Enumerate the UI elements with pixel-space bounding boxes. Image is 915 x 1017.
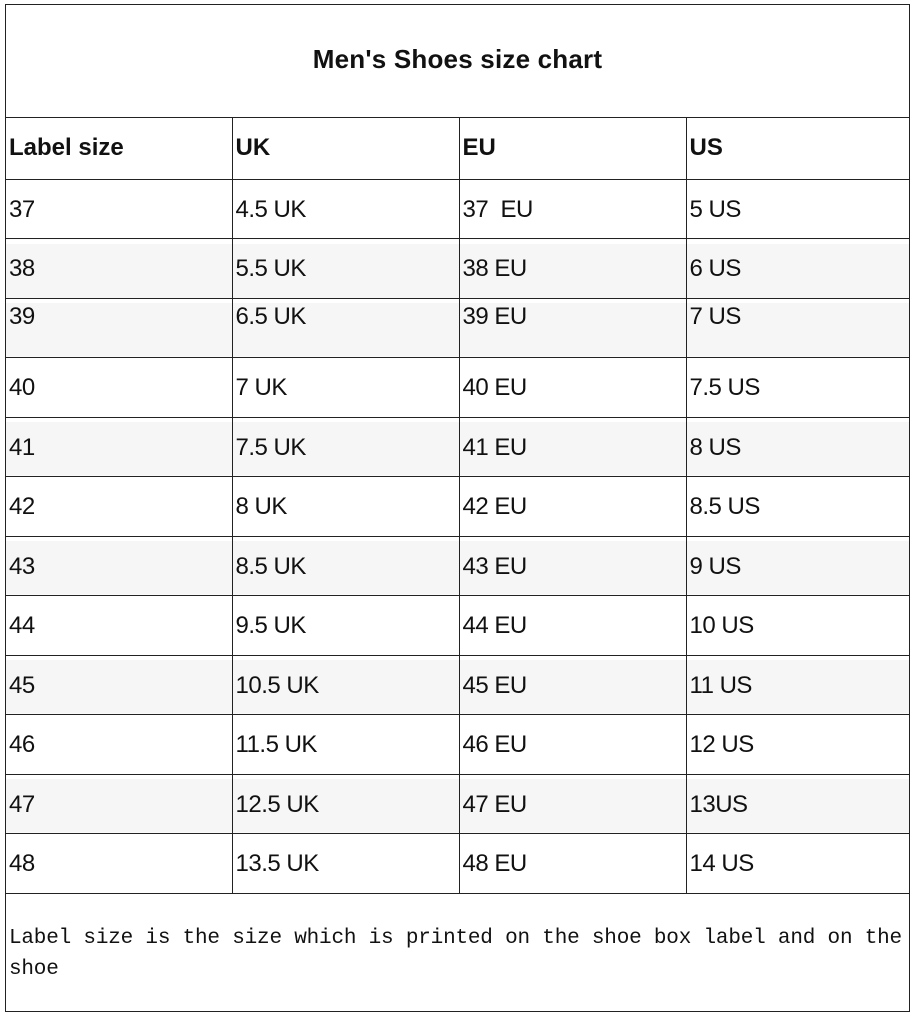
chart-title: Men's Shoes size chart xyxy=(312,43,603,74)
cell-label-size: 47 xyxy=(6,774,232,834)
table-row xyxy=(6,477,909,537)
table-row xyxy=(6,715,909,775)
cell-eu: 41 EU xyxy=(459,417,686,477)
cell-label-size: 46 xyxy=(6,715,232,775)
header-eu: EU xyxy=(459,118,686,179)
cell-uk: 5.5 UK xyxy=(232,239,459,299)
cell-uk: 10.5 UK xyxy=(232,655,459,715)
table-row xyxy=(6,774,909,834)
title-box xyxy=(6,5,909,118)
cell-us: 6 US xyxy=(686,239,909,299)
cell-eu: 48 EU xyxy=(459,834,686,894)
cell-us: 8 US xyxy=(686,417,909,477)
cell-us: 10 US xyxy=(686,596,909,656)
table-row xyxy=(6,298,909,358)
header-us: US xyxy=(686,118,909,179)
table-row xyxy=(6,417,909,477)
cell-us: 5 US xyxy=(686,179,909,239)
cell-label-size: 41 xyxy=(6,417,232,477)
cell-uk: 13.5 UK xyxy=(232,834,459,894)
cell-label-size: 38 xyxy=(6,239,232,299)
size-chart-sheet xyxy=(5,4,910,1012)
cell-eu: 45 EU xyxy=(459,655,686,715)
footnote: Label size is the size which is printed on the shoe box label and on the shoe xyxy=(9,927,902,981)
cell-eu: 37 EU xyxy=(459,179,686,239)
cell-eu: 40 EU xyxy=(459,358,686,418)
cell-eu: 42 EU xyxy=(459,477,686,537)
cell-label-size: 40 xyxy=(6,358,232,418)
cell-eu: 38 EU xyxy=(459,239,686,299)
header-label-size: Label size xyxy=(6,118,232,179)
table-row xyxy=(6,596,909,656)
table-row xyxy=(6,536,909,596)
cell-label-size: 43 xyxy=(6,536,232,596)
cell-uk: 7.5 UK xyxy=(232,417,459,477)
cell-us: 7.5 US xyxy=(686,358,909,418)
table-row xyxy=(6,655,909,715)
cell-us: 8.5 US xyxy=(686,477,909,537)
cell-us: 7 US xyxy=(686,298,909,358)
cell-us: 12 US xyxy=(686,715,909,775)
cell-uk: 11.5 UK xyxy=(232,715,459,775)
cell-uk: 4.5 UK xyxy=(232,179,459,239)
cell-uk: 8 UK xyxy=(232,477,459,537)
header-uk: UK xyxy=(232,118,459,179)
cell-label-size: 39 xyxy=(6,298,232,358)
cell-uk: 6.5 UK xyxy=(232,298,459,358)
cell-label-size: 45 xyxy=(6,655,232,715)
cell-label-size: 42 xyxy=(6,477,232,537)
cell-uk: 12.5 UK xyxy=(232,774,459,834)
cell-eu: 44 EU xyxy=(459,596,686,656)
cell-uk: 7 UK xyxy=(232,358,459,418)
cell-label-size: 44 xyxy=(6,596,232,656)
cell-label-size: 37 xyxy=(6,179,232,239)
cell-uk: 9.5 UK xyxy=(232,596,459,656)
cell-eu: 43 EU xyxy=(459,536,686,596)
cell-eu: 47 EU xyxy=(459,774,686,834)
size-table xyxy=(6,118,909,894)
table-row xyxy=(6,834,909,894)
cell-uk: 8.5 UK xyxy=(232,536,459,596)
table-row xyxy=(6,239,909,299)
cell-eu: 39 EU xyxy=(459,298,686,358)
table-row xyxy=(6,358,909,418)
table-row xyxy=(6,179,909,239)
cell-us: 14 US xyxy=(686,834,909,894)
cell-label-size: 48 xyxy=(6,834,232,894)
cell-eu: 46 EU xyxy=(459,715,686,775)
cell-us: 9 US xyxy=(686,536,909,596)
cell-us: 13US xyxy=(686,774,909,834)
header-row xyxy=(6,118,909,179)
cell-us: 11 US xyxy=(686,655,909,715)
